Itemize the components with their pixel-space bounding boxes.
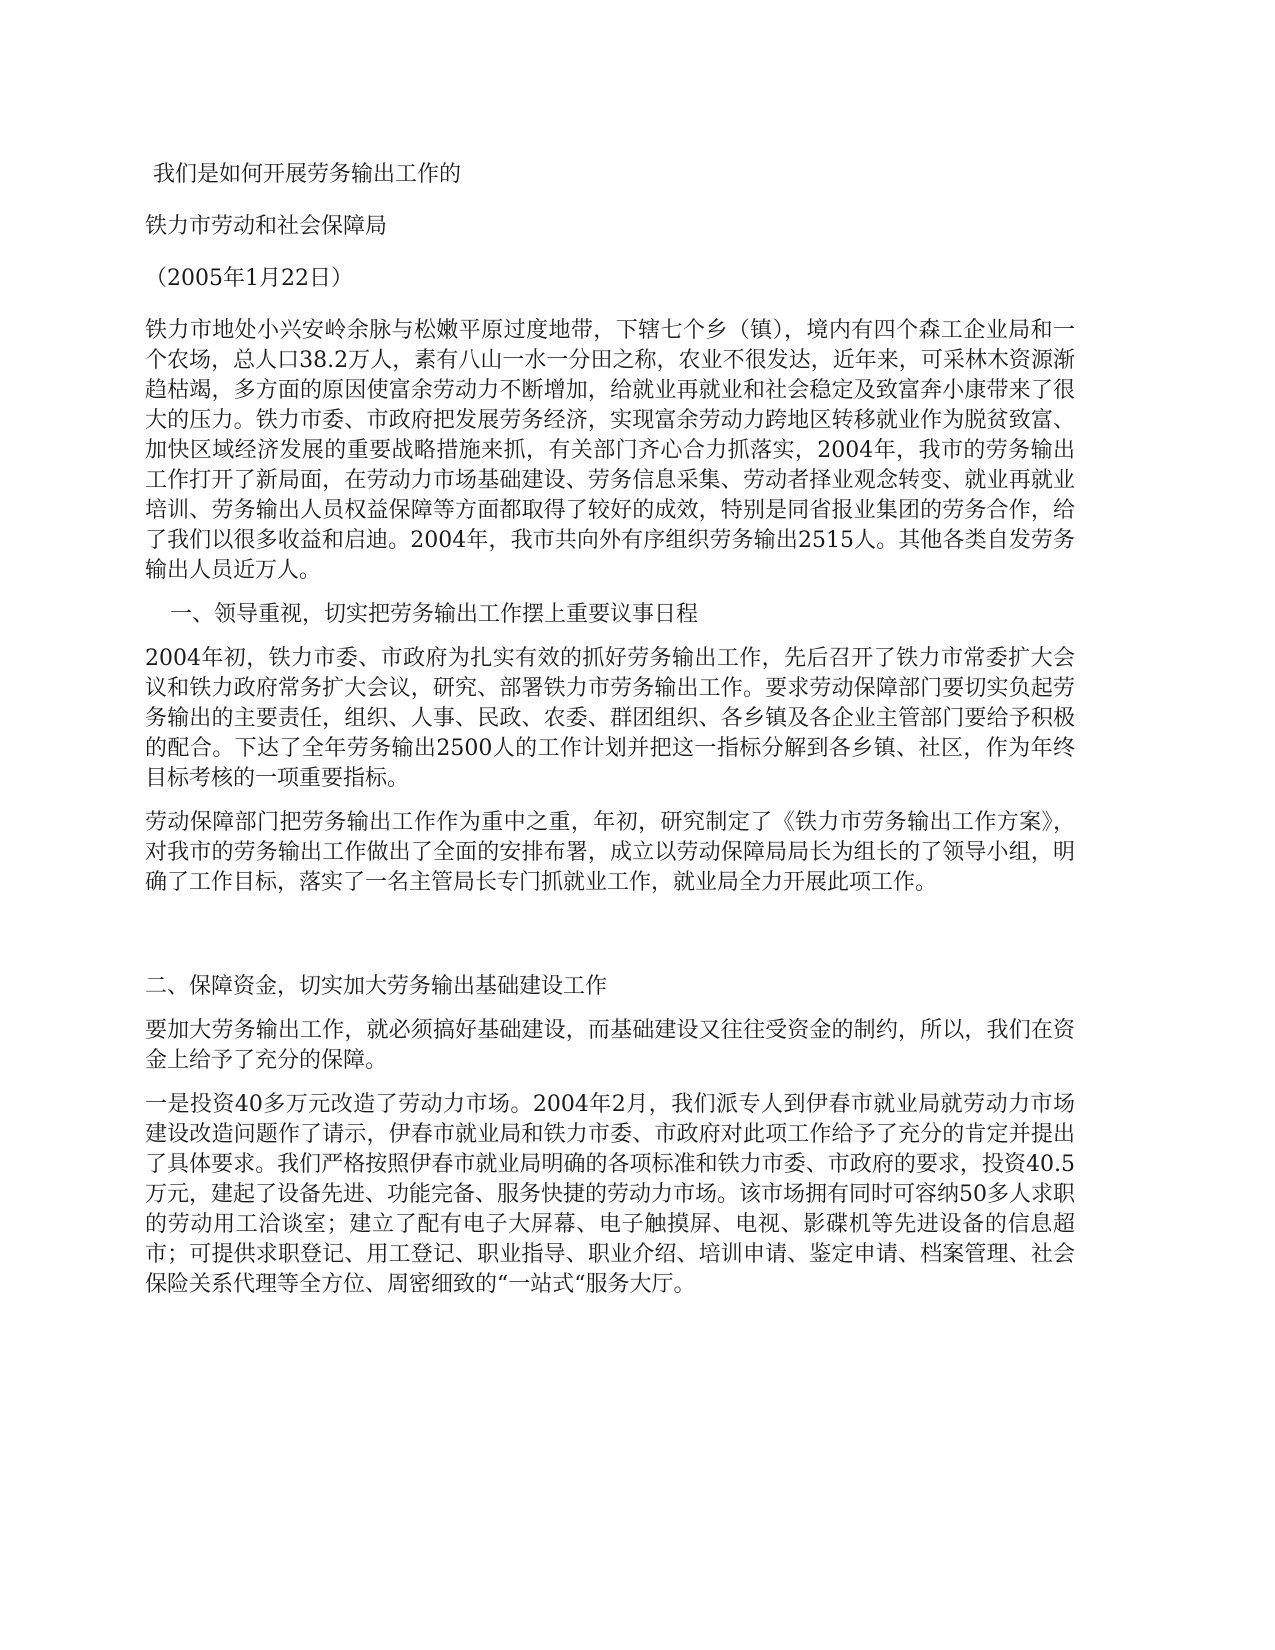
section1-paragraph-1: 2004年初，铁力市委、市政府为扎实有效的抓好劳务输出工作，先后召开了铁力市常委扩大会议和铁力政府常务扩大会议，研究、部署铁力市劳务输出工作。要求劳动保障部门要切实负起劳务输出的主要责任，组织、人事、民政、农委、群团组织、各乡镇及各企业主管部门要给予积极的配合。下达了全年劳务输出2500人的工作计划并把这一指标分解到各乡镇、社区，作为年终目标考核的一项重要指标。 (145, 646, 1075, 791)
document-title: 我们是如何开展劳务输出工作的 (153, 162, 462, 187)
section1-paragraph-2: 劳动保障部门把劳务输出工作作为重中之重，年初，研究制定了《铁力市劳务输出工作方案》，对我市的劳务输出工作做出了全面的安排布署，成立以劳动保障局局长为组长的了领导小组，明确了工作目标，落实了一名主管局长专门抓就业工作，就业局全力开展此项工作。 (145, 810, 1075, 895)
section2-paragraph-1: 要加大劳务输出工作，就必须搞好基础建设，而基础建设又往往受资金的制约，所以，我们在资金上给予了充分的保障。 (145, 1018, 1075, 1073)
document-author: 铁力市劳动和社会保障局 (145, 214, 388, 239)
document-date: （2005年1月22日） (145, 266, 353, 291)
section2-paragraph-2: 一是投资40多万元改造了劳动力市场。2004年2月，我们派专人到伊春市就业局就劳动力市场建设改造问题作了请示，伊春市就业局和铁力市委、市政府对此项工作给予了充分的肯定并提出了具体要求。我们严格按照伊春市就业局明确的各项标准和铁力市委、市政府的要求，投资40.5万元，建起了设备先进、功能完备、服务快捷的劳动力市场。该市场拥有同时可容纳50多人求职的劳动用工洽谈室；建立了配有电子大屏幕、电子触摸屏、电视、影碟机等先进设备的信息超市；可提供求职登记、用工登记、职业指导、职业介绍、培训申请、鉴定申请、档案管理、社会保险关系代理等全方位、周密细致的“一站式“服务大厅。 (145, 1092, 1075, 1297)
document-page (145, 160, 1075, 1314)
section-spacer (145, 912, 1075, 972)
section2-heading: 二、保障资金，切实加大劳务输出基础建设工作 (145, 974, 608, 999)
intro-paragraph: 铁力市地处小兴安岭余脉与松嫩平原过度地带，下辖七个乡（镇），境内有四个森工企业局和一个农场，总人口38.2万人，素有八山一水一分田之称，农业不很发达，近年来，可采林木资源渐趋枯竭，多方面的原因使富余劳动力不断增加，给就业再就业和社会稳定及致富奔小康带来了很大的压力。铁力市委、市政府把发展劳务经济，实现富余劳动力跨地区转移就业作为脱贫致富、加快区域经济发展的重要战略措施来抓，有关部门齐心合力抓落实，2004年，我市的劳务输出工作打开了新局面，在劳动力市场基础建设、劳务信息采集、劳动者择业观念转变、就业再就业培训、劳务输出人员权益保障等方面都取得了较好的成效，特别是同省报业集团的劳务合作，给了我们以很多收益和启迪。2004年，我市共向外有序组织劳务输出2515人。其他各类自发劳务输出人员近万人。 (145, 318, 1075, 583)
section1-heading: 一、领导重视，切实把劳务输出工作摆上重要议事日程 (170, 602, 699, 627)
